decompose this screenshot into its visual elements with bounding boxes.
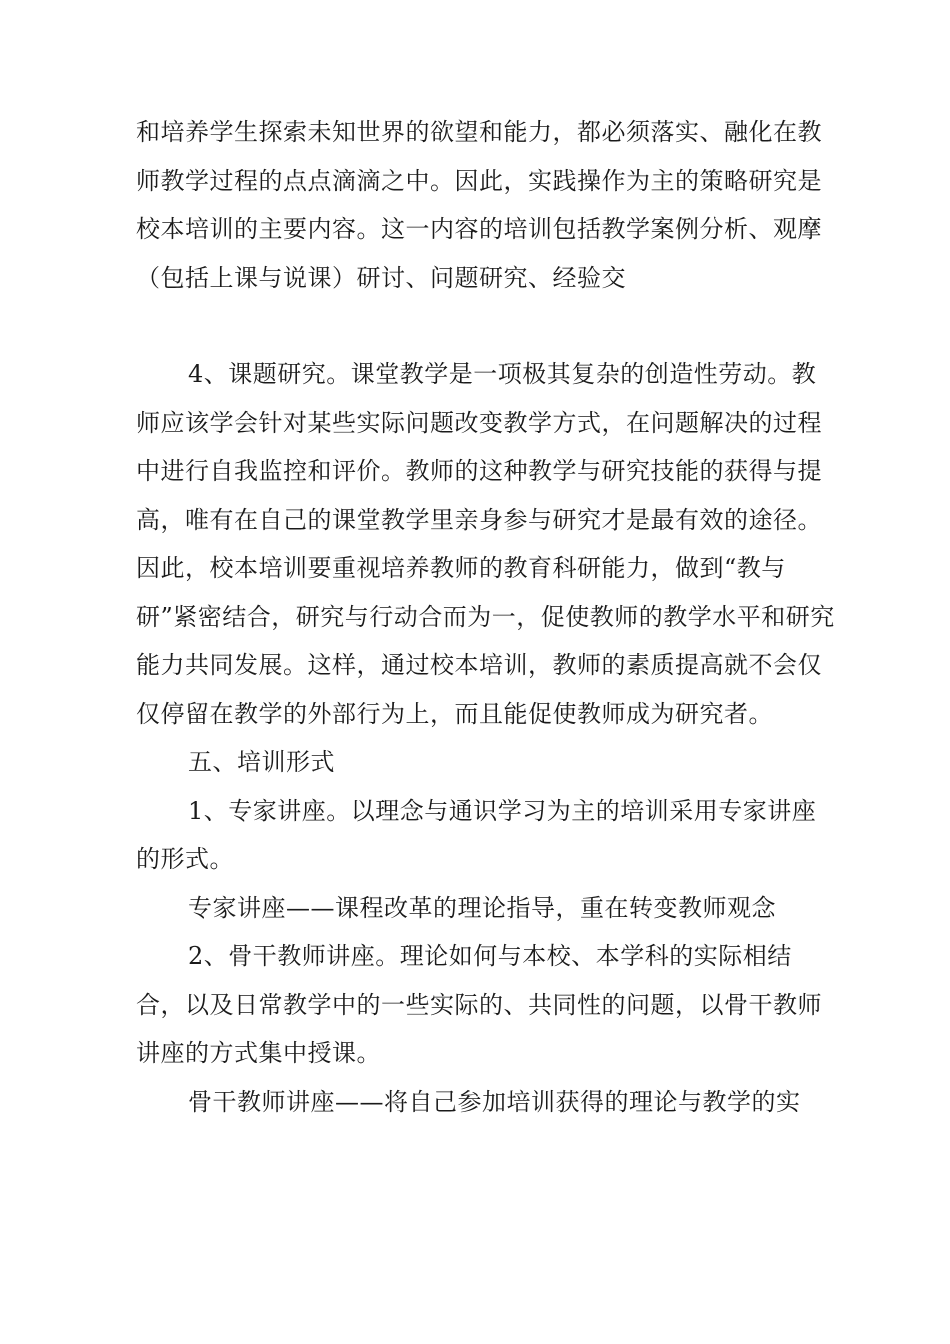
paragraph-expert-lecture-note: 专家讲座——课程改革的理论指导，重在转变教师观念	[188, 893, 776, 922]
paragraph-backbone-teacher-lecture-note: 骨干教师讲座——将自己参加培训获得的理论与教学的实	[188, 1087, 801, 1116]
paragraph-topic-research: 4、课题研究。课堂教学是一项极其复杂的创造性劳动。教师应该学会针对某些实际问题改变教学方式，在问题解决的过程中进行自我监控和评价。教师的这种教学与研究技能的获得与提高，唯有在自己的课堂教学里亲身参与研究才是最有效的途径。因此，校本培训要重视培养教师的教育科研能力，做到“教与研”紧密结合，研究与行动合而为一，促使教师的教学水平和研究能力共同发展。这样，通过校本培训，教师的素质提高就不会仅仅停留在教学的外部行为上，而且能促使教师成为研究者。	[136, 360, 835, 728]
paragraph-expert-lecture: 1、专家讲座。以理念与通识学习为主的培训采用专家讲座的形式。	[136, 796, 817, 873]
paragraph-continuation: 和培养学生探索未知世界的欲望和能力，都必须落实、融化在教师教学过程的点点滴滴之中。因此，实践操作为主的策略研究是校本培训的主要内容。这一内容的培训包括教学案例分析、观摩（包括上课与说课）研讨、问题研究、经验交	[136, 118, 822, 292]
section-heading-training-forms: 五、培训形式	[188, 748, 335, 776]
document-body	[136, 108, 836, 1126]
paragraph-backbone-teacher-lecture: 2、骨干教师讲座。理论如何与本校、本学科的实际相结合，以及日常教学中的一些实际的、共同性的问题，以骨干教师讲座的方式集中授课。	[136, 942, 822, 1067]
